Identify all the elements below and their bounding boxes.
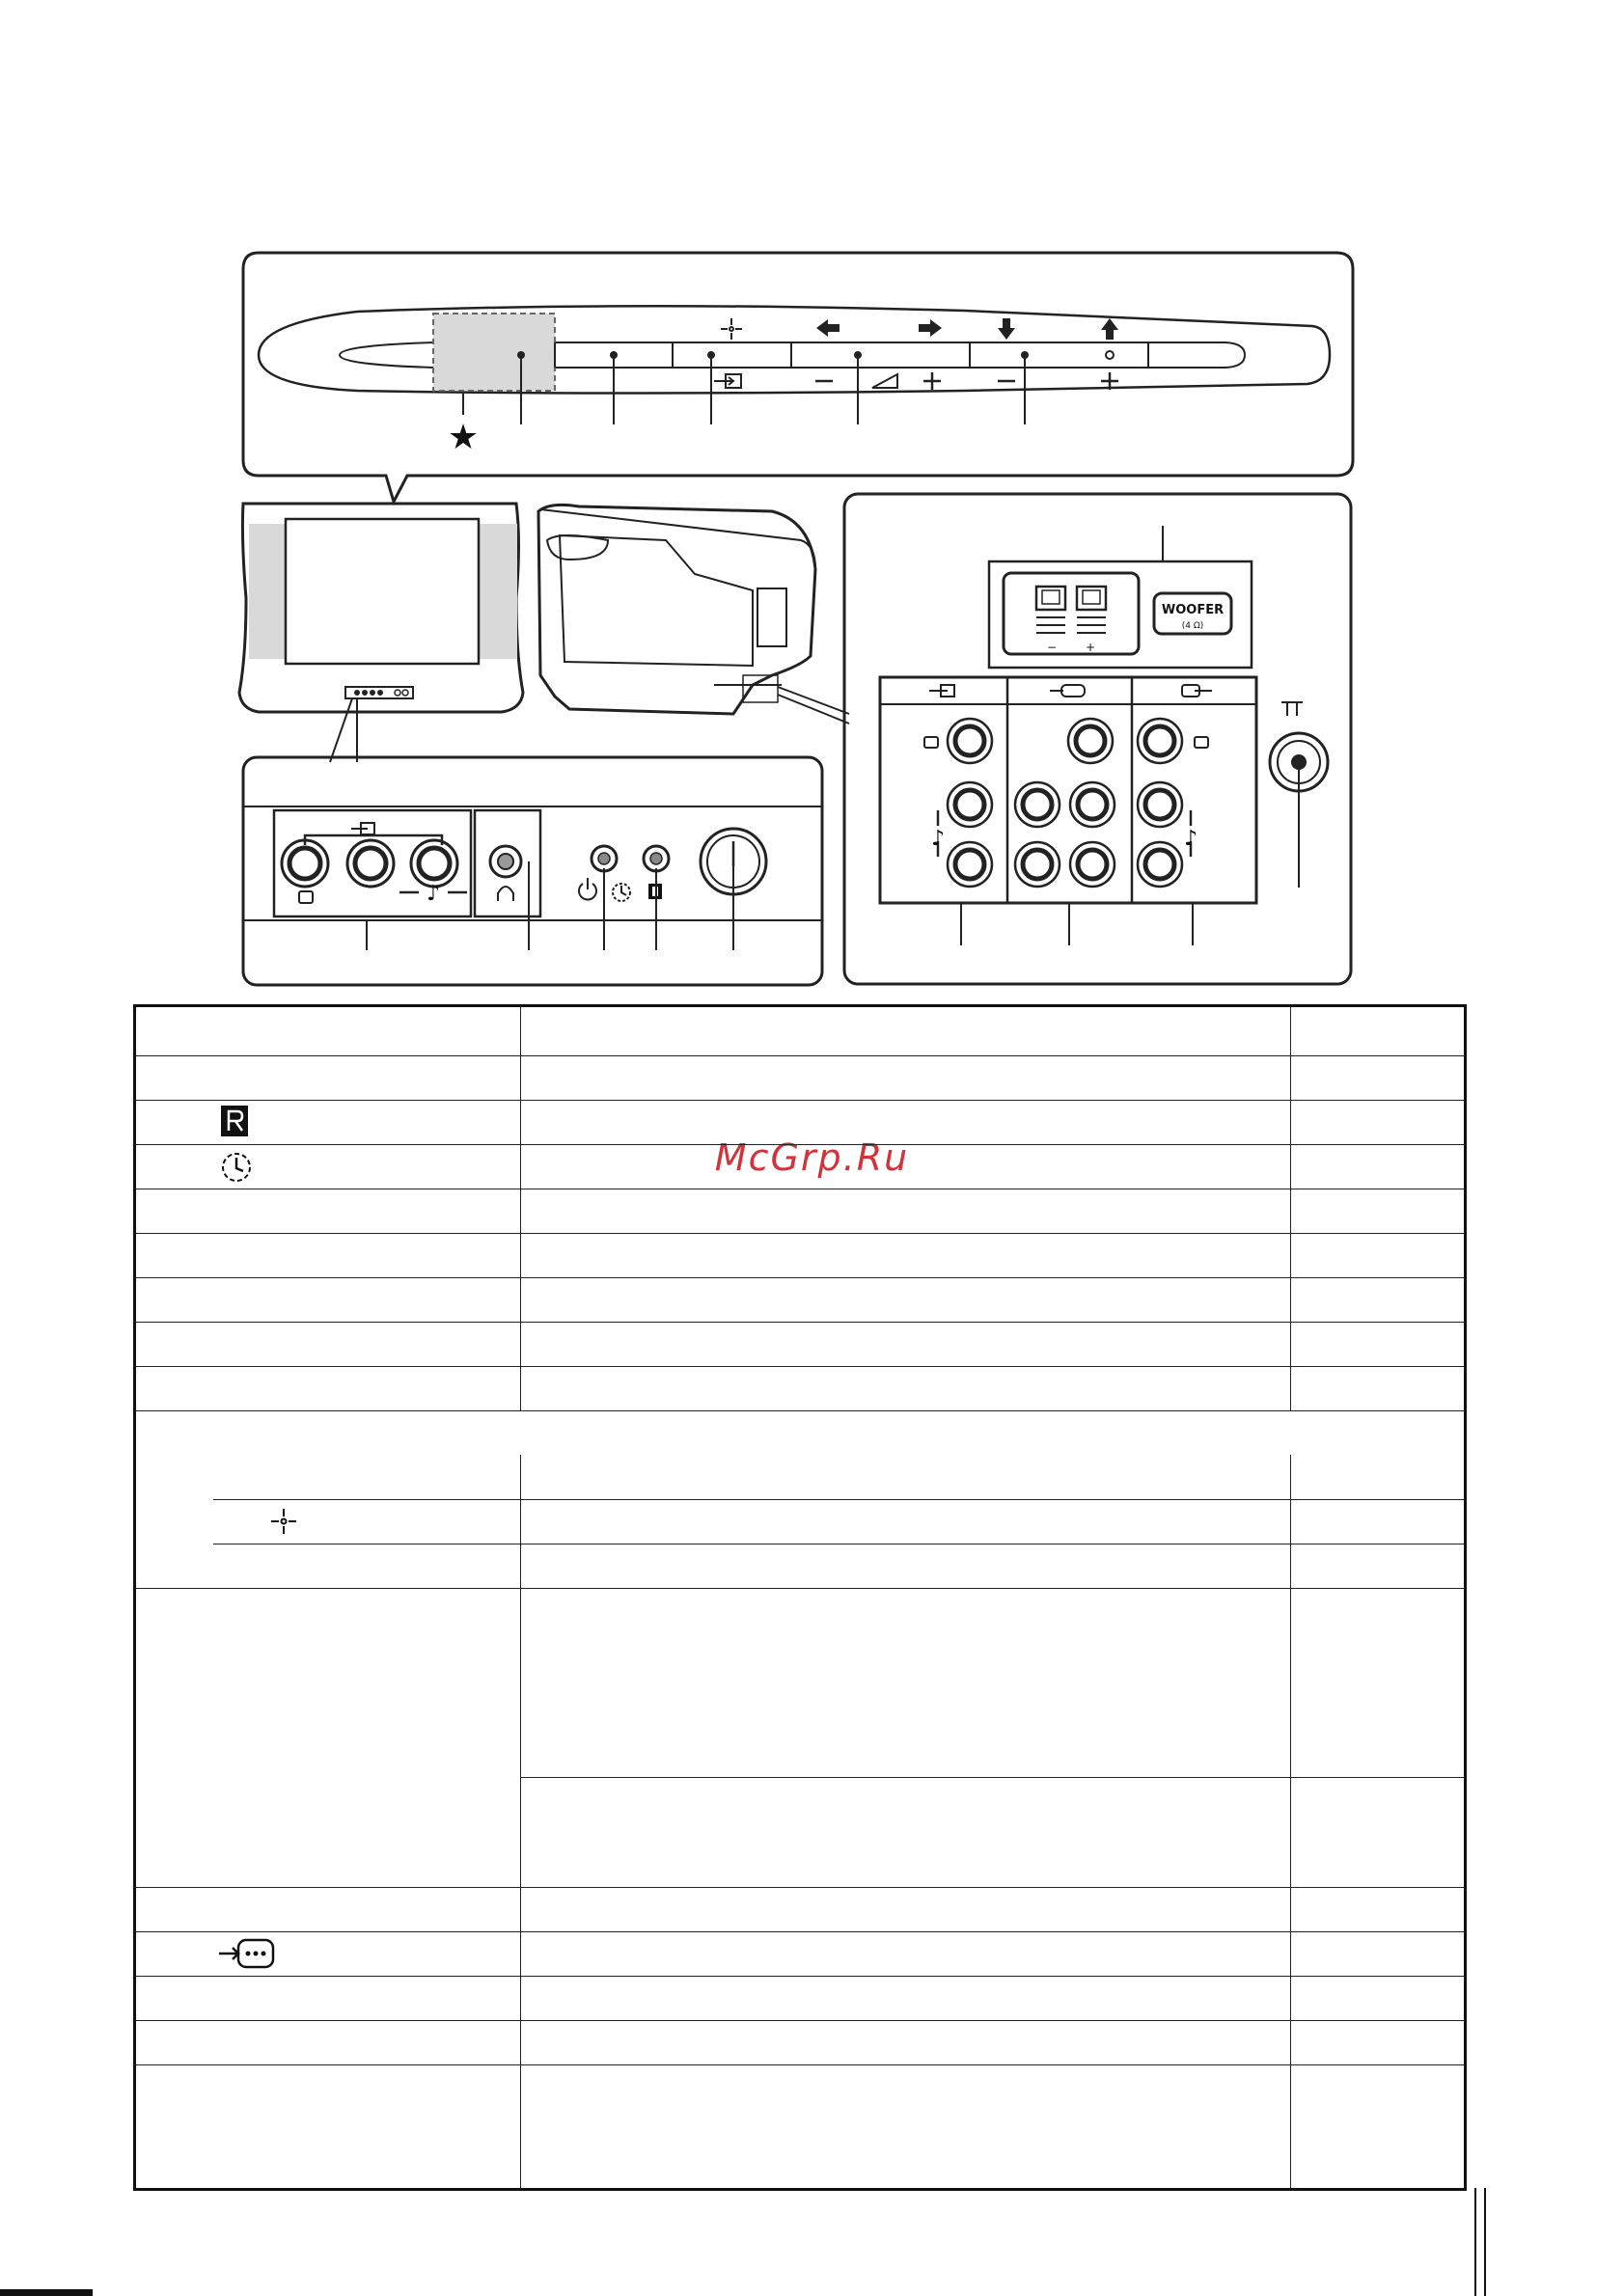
page-bottom-bar bbox=[0, 2289, 93, 2296]
woofer-label-group bbox=[1047, 603, 1224, 654]
page-edge-mark bbox=[1484, 2188, 1486, 2296]
video-jack bbox=[282, 840, 328, 887]
input-icon bbox=[929, 685, 954, 697]
svg-text:WOOFER: WOOFER bbox=[1161, 603, 1225, 617]
svg-text:♪: ♪ bbox=[930, 827, 946, 851]
arrow-down-icon bbox=[998, 318, 1015, 340]
rear-panel-callout bbox=[844, 494, 1351, 984]
star-marker: ★ bbox=[447, 418, 480, 457]
timer-icon bbox=[219, 1150, 254, 1185]
arrow-right-icon bbox=[919, 319, 942, 337]
picture-mode-icon bbox=[721, 318, 742, 340]
svg-text:(4 Ω): (4 Ω) bbox=[1181, 621, 1204, 631]
svg-text:♪: ♪ bbox=[1183, 827, 1198, 851]
highlighted-button-area bbox=[433, 314, 555, 391]
front-panel-callout bbox=[243, 757, 822, 985]
tv-front-view bbox=[239, 504, 523, 762]
volume-icon bbox=[872, 374, 897, 388]
headphones-jack bbox=[490, 846, 521, 877]
audio-icon bbox=[399, 882, 467, 906]
power-icon bbox=[579, 878, 596, 899]
input-icon bbox=[351, 823, 374, 834]
av-out-icon bbox=[217, 1936, 277, 1971]
timer-icon bbox=[613, 884, 630, 901]
monitor-out-icon bbox=[1050, 685, 1085, 697]
headphones-icon bbox=[498, 887, 513, 901]
standby-indicator bbox=[644, 846, 669, 871]
input-icon bbox=[714, 374, 741, 388]
picture-mode-icon bbox=[269, 1507, 298, 1536]
arrow-left-icon bbox=[816, 319, 840, 337]
page-edge-mark bbox=[1474, 2188, 1476, 2296]
arrow-up-icon bbox=[1101, 318, 1118, 340]
watermark: McGrp.Ru bbox=[714, 1136, 910, 1179]
top-control-panel-callout bbox=[243, 253, 1353, 502]
svg-text:♪: ♪ bbox=[426, 882, 441, 906]
tv-diagram-figure bbox=[0, 0, 1624, 1003]
parts-table bbox=[133, 1004, 1467, 2191]
tv-side-view bbox=[538, 505, 849, 724]
remote-sensor-icon bbox=[221, 1106, 248, 1136]
audio-jack-left bbox=[347, 840, 394, 887]
svg-text:−: − bbox=[1046, 641, 1058, 654]
power-indicator bbox=[592, 846, 617, 871]
audio-jack-right bbox=[411, 840, 457, 887]
svg-text:+: + bbox=[1085, 641, 1096, 654]
av-out-icon bbox=[1182, 685, 1212, 697]
video-icon bbox=[299, 891, 313, 903]
video-icon bbox=[924, 737, 1208, 748]
antenna-icon bbox=[1281, 702, 1303, 716]
